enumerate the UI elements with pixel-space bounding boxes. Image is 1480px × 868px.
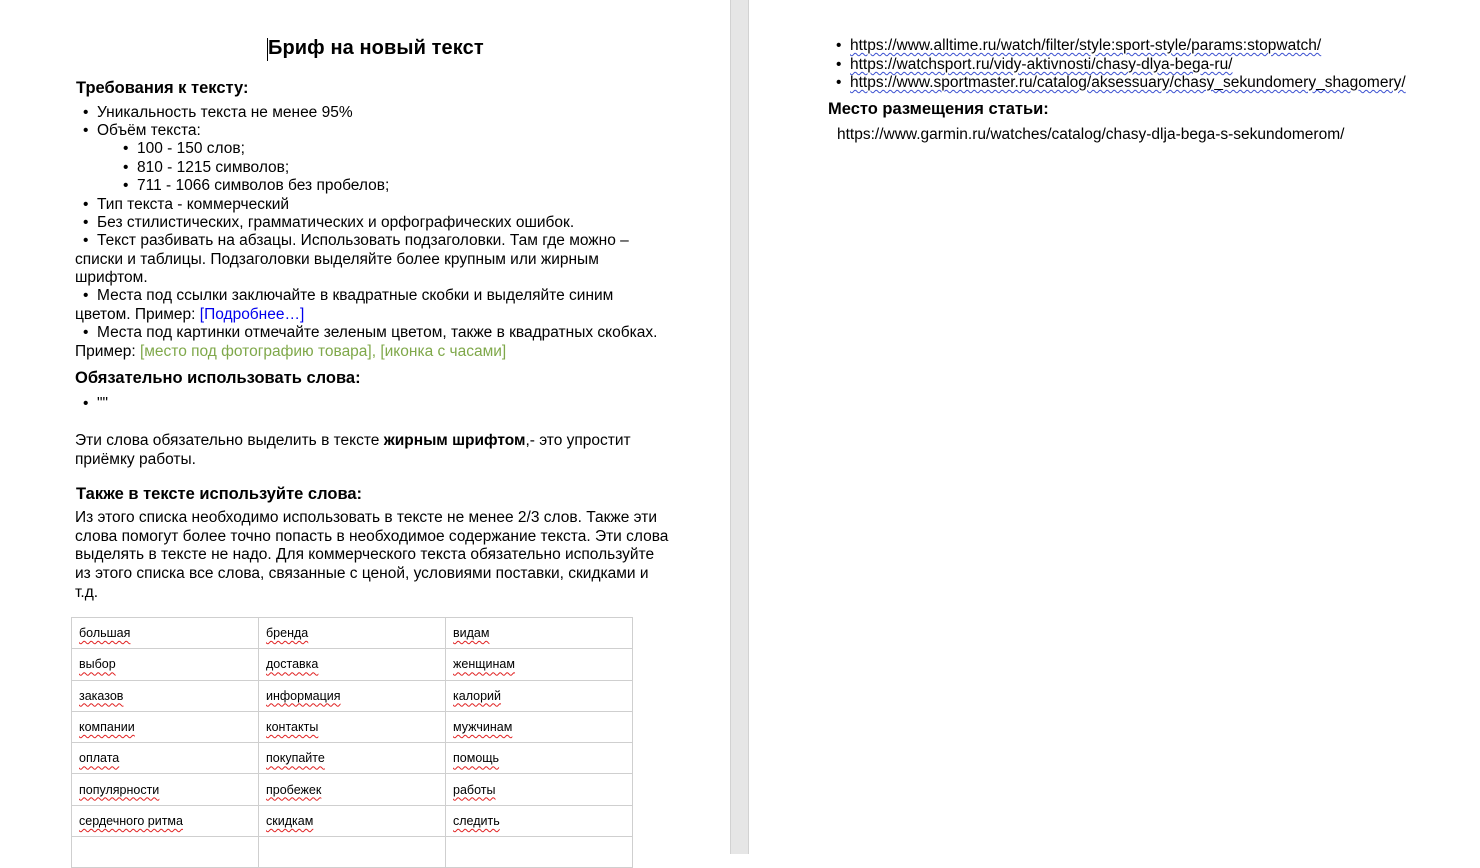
bullet-icon: • <box>123 140 129 157</box>
also-use-words-heading[interactable]: Также в тексте используйте слова: <box>76 485 363 503</box>
table-row <box>72 680 633 711</box>
table-row <box>72 837 633 868</box>
table-cell[interactable]: мужчинам <box>446 711 633 742</box>
bullet-icon: • <box>83 104 89 121</box>
bullet-icon: • <box>83 232 89 249</box>
table-row <box>72 618 633 649</box>
table-cell[interactable] <box>72 837 259 868</box>
mandatory-words-heading[interactable]: Обязательно использовать слова: <box>75 369 361 387</box>
list-item[interactable]: • Места под ссылки заключайте в квадратные скобки и выделяйте синим <box>83 287 614 304</box>
paragraph-line[interactable]: слова помогут более точно попасть в необходимое содержание текста. Эти слова <box>75 528 669 545</box>
page-left <box>0 0 730 854</box>
table-cell[interactable]: выбор <box>72 649 259 680</box>
table-cell[interactable]: женщинам <box>446 649 633 680</box>
table-cell[interactable]: популярности <box>72 774 259 805</box>
paragraph-line[interactable]: приёмку работы. <box>75 451 196 468</box>
list-item[interactable]: • Тип текста - коммерческий <box>83 196 290 213</box>
table-cell[interactable]: сердечного ритма <box>72 805 259 836</box>
bullet-icon: • <box>83 122 89 139</box>
table-cell[interactable]: помощь <box>446 743 633 774</box>
table-row <box>72 743 633 774</box>
table-cell[interactable]: заказов <box>72 680 259 711</box>
paragraph-line[interactable]: Эти слова обязательно выделить в тексте жирным шрифтом,- это упростит <box>75 432 631 449</box>
competitor-link[interactable]: • https://www.sportmaster.ru/catalog/aksessuary/chasy_sekundomery_shagomery/ <box>836 74 1406 91</box>
placement-url[interactable]: https://www.garmin.ru/watches/catalog/chasy-dlja-bega-s-sekundomerom/ <box>837 126 1345 143</box>
list-item[interactable]: • Уникальность текста не менее 95% <box>83 104 353 121</box>
bullet-icon: • <box>123 177 129 194</box>
table-cell[interactable]: пробежек <box>259 774 446 805</box>
table-cell[interactable]: скидкам <box>259 805 446 836</box>
bullet-icon: • <box>836 74 842 91</box>
requirements-heading[interactable]: Требования к тексту: <box>76 79 249 97</box>
placement-heading[interactable]: Место размещения статьи: <box>828 100 1049 118</box>
paragraph-line[interactable]: шрифтом. <box>75 269 148 286</box>
image-placeholder-example[interactable]: [место под фотографию товара], [иконка с часами] <box>139 343 507 360</box>
table-row <box>72 774 633 805</box>
table-cell[interactable] <box>259 837 446 868</box>
competitor-link[interactable]: • https://watchsport.ru/vidy-aktivnosti/chasy-dlya-bega-ru/ <box>836 56 1233 73</box>
table-cell[interactable]: большая <box>72 618 259 649</box>
list-item[interactable]: • Текст разбивать на абзацы. Использовать подзаголовки. Там где можно – <box>83 232 629 249</box>
table-cell[interactable]: покупайте <box>259 743 446 774</box>
document-title[interactable]: Бриф на новый текст <box>268 37 484 59</box>
paragraph-line[interactable]: из этого списка все слова, связанные с ценой, условиями поставки, скидками и <box>75 565 649 582</box>
table-cell[interactable] <box>446 837 633 868</box>
paragraph-line[interactable]: Из этого списка необходимо использовать в тексте не менее 2/3 слов. Также эти <box>75 509 657 526</box>
bullet-icon: • <box>123 159 129 176</box>
bullet-icon: • <box>83 214 89 231</box>
list-item[interactable]: • "" <box>83 395 109 412</box>
bullet-icon: • <box>836 56 842 73</box>
paragraph-line[interactable]: выделять в тексте не надо. Для коммерческого текста обязательно используйте <box>75 546 655 563</box>
paragraph-line[interactable]: т.д. <box>75 584 99 601</box>
bullet-icon: • <box>83 287 89 304</box>
table-row <box>72 711 633 742</box>
table-cell[interactable]: доставка <box>259 649 446 680</box>
sub-list-item[interactable]: • 810 - 1215 символов; <box>123 159 290 176</box>
table-cell[interactable]: контакты <box>259 711 446 742</box>
list-item[interactable]: • Без стилистических, грамматических и орфографических ошибок. <box>83 214 575 231</box>
table-cell[interactable]: оплата <box>72 743 259 774</box>
bullet-icon: • <box>83 395 89 412</box>
paragraph-line[interactable]: Пример: [место под фотографию товара], [иконка с часами] <box>75 343 507 360</box>
table-cell[interactable]: бренда <box>259 618 446 649</box>
page-separator <box>730 0 749 854</box>
link-placeholder-example[interactable]: [Подробнее…] <box>199 306 305 323</box>
table-cell[interactable]: работы <box>446 774 633 805</box>
list-item[interactable]: • Места под картинки отмечайте зеленым цветом, также в квадратных скобках. <box>83 324 658 341</box>
table-cell[interactable]: компании <box>72 711 259 742</box>
sub-list-item[interactable]: • 711 - 1066 символов без пробелов; <box>123 177 390 194</box>
bullet-icon: • <box>836 37 842 54</box>
table-cell[interactable]: информация <box>259 680 446 711</box>
table-cell[interactable]: калорий <box>446 680 633 711</box>
table-cell[interactable]: следить <box>446 805 633 836</box>
table-row <box>72 805 633 836</box>
bullet-icon: • <box>83 196 89 213</box>
competitor-link[interactable]: • https://www.alltime.ru/watch/filter/style:sport-style/params:stopwatch/ <box>836 37 1322 54</box>
sub-list-item[interactable]: • 100 - 150 слов; <box>123 140 245 157</box>
list-item[interactable]: • Объём текста: <box>83 122 201 139</box>
paragraph-line[interactable]: списки и таблицы. Подзаголовки выделяйте более крупным или жирным <box>75 251 599 268</box>
paragraph-line[interactable]: цветом. Пример: [Подробнее…] <box>75 306 305 323</box>
table-row <box>72 649 633 680</box>
bullet-icon: • <box>83 324 89 341</box>
words-table <box>71 617 633 868</box>
page-right <box>749 0 1480 854</box>
table-cell[interactable]: видам <box>446 618 633 649</box>
